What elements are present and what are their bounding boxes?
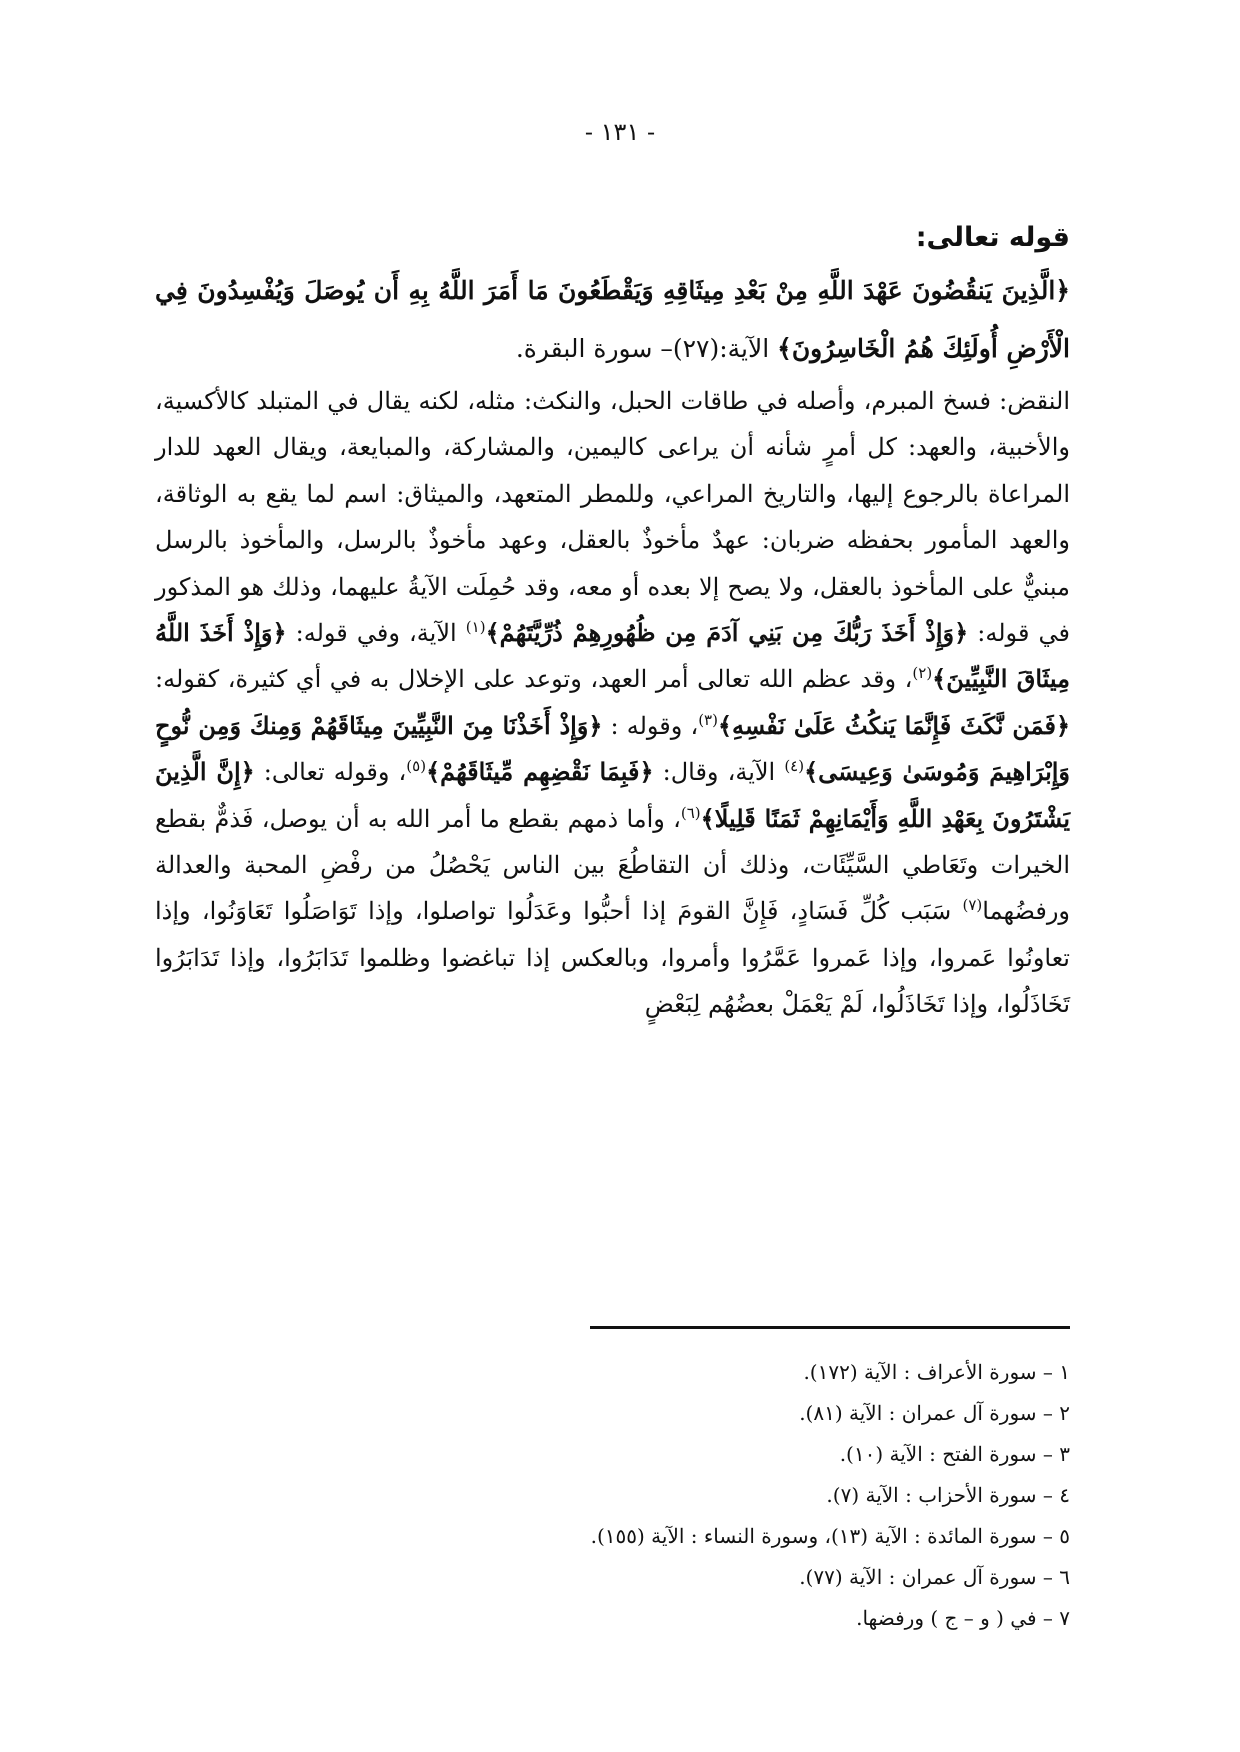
footnote-item: ١ – سورة الأعراف : الآية (١٧٢). (803, 1360, 1070, 1384)
footnote-item: ٢ – سورة آل عمران : الآية (٨١). (799, 1401, 1070, 1425)
commentary-paragraph (155, 378, 1070, 1028)
text-segment: الآية، وفي قوله: (286, 619, 466, 648)
text-segment: سَبَب كُلِّ فَسَادٍ، فَإِنَّ القومَ إذا أحبُّوا وعَدَلُوا تواصلوا، وإذا تَوَاصَلُوا تَعَاوَنُوا، وإذا تعاونُوا عَمروا، وإذا عَمروا عَمَّرُوا وأمروا، وبالعكس إذا تباغضوا وظلموا تَدَابَرُوا، وإذا تَدَابَرُوا تَخَاذَلُوا، وإذا تَخَاذَلُوا، لَمْ يَعْمَلْ بعضُهُم لِبَعْضٍ (155, 897, 1070, 1019)
text-segment: الآية، وقال: (653, 758, 785, 787)
quote-2: ﴿وَإِذْ أَخَذَ اللَّهُ مِيثَاقَ النَّبِيِّينَ﴾ (155, 618, 1070, 694)
footnote-marker-5: (٥) (406, 757, 427, 776)
footnote-marker-3: (٣) (698, 710, 718, 729)
page-number: - ١٣١ - (584, 118, 656, 146)
footnotes-list (155, 1352, 1070, 1639)
verse-quote: ﴿الَّذِينَ يَنقُضُونَ عَهْدَ اللَّهِ مِنْ بَعْدِ مِيثَاقِهِ وَيَقْطَعُونَ مَا أَمَرَ اللَّهُ بِهِ أَن يُوصَلَ وَيُفْسِدُونَ فِي الْأَرْضِ أُولَئِكَ هُمُ الْخَاسِرُونَ﴾ (155, 276, 1070, 363)
footnote-item: ٣ – سورة الفتح : الآية (١٠). (839, 1442, 1070, 1466)
footnote-marker-2: (٢) (912, 664, 933, 683)
footnote-marker-6: (٦) (680, 803, 701, 822)
footnote-item: ٤ – سورة الأحزاب : الآية (٧). (826, 1483, 1070, 1507)
text-segment: النقض: فسخ المبرم، وأصله في طاقات الحبل، والنكث: مثله، لكنه يقال في المتبلد كالأكسية، والأخبية، والعهد: كل أمرٍ شأنه أن يراعى كاليمين، والمشاركة، والمبايعة، ويقال العهد للدار المراعاة بالرجوع إليها، والتاريخ المراعي، وللمطر المتعهد، والميثاق: اسم لما يقع به الوثاقة، والعهد المأمور بحفظه ضربان: عهدٌ مأخوذٌ بالعقل، وعهد مأخوذٌ بالرسل، والمأخوذ بالرسل مبنيٌّ على المأخوذ بالعقل، ولا يصح إلا بعده أو معه، وقد حُمِلَت الآيةُ عليهما، وذلك هو المذكور في قوله: (155, 387, 1071, 648)
section-heading: قوله تعالى: (915, 222, 1070, 253)
footnote-item: ٥ – سورة المائدة : الآية (١٣)، وسورة النساء : الآية (١٥٥). (590, 1524, 1070, 1548)
text-segment: ، وقد عظم الله تعالى أمر العهد، وتوعد على الإخلال به في أي كثيرة، كقوله: (155, 665, 913, 694)
quote-1: ﴿وَإِذْ أَخَذَ رَبُّكَ مِن بَنِي آدَمَ مِن ظُهُورِهِمْ ذُرِّيَّتَهُمْ﴾ (485, 618, 969, 648)
footnote-divider (590, 1326, 1070, 1329)
footnote-marker-4: (٤) (784, 757, 805, 776)
footnote-marker-1: (١) (465, 618, 486, 637)
footnote-item: ٦ – سورة آل عمران : الآية (٧٧). (799, 1565, 1070, 1589)
text-segment: ، وأما ذمهم بقطع ما أمر الله به أن يوصل، فَذمٌّ بقطع الخيرات وتَعَاطي السَّيِّئَات، وذلك أن التقاطُعَ بين الناس يَحْصُلُ من رفْضِ المحبة والعدالة ورفضُهما (155, 804, 1070, 926)
quranic-verse (155, 262, 1070, 378)
verse-reference: الآية:(٢٧)– سورة البقرة. (515, 334, 778, 363)
text-segment: ، وقوله تعالى: (254, 758, 407, 787)
text-segment: ، وقوله : (602, 711, 699, 740)
footnote-marker-7: (٧) (962, 896, 983, 915)
quote-3: ﴿فَمَن نَّكَثَ فَإِنَّمَا يَنكُثُ عَلَىٰ نَفْسِهِ﴾ (717, 710, 1071, 740)
quote-5: ﴿فَبِمَا نَقْضِهِم مِّيثَاقَهُمْ﴾ (426, 757, 654, 787)
quote-6: ﴿إِنَّ الَّذِينَ يَشْتَرُونَ بِعَهْدِ اللَّهِ وَأَيْمَانِهِمْ ثَمَنًا قَلِيلًا﴾ (155, 757, 1070, 833)
quote-4: ﴿وَإِذْ أَخَذْنَا مِنَ النَّبِيِّينَ مِيثَاقَهُمْ وَمِنكَ وَمِن نُّوحٍ وَإِبْرَاهِيمَ وَمُوسَىٰ وَعِيسَى﴾ (155, 710, 1071, 787)
footnote-item: ٧ – في ( و – ج ) ورفضها. (856, 1606, 1070, 1630)
